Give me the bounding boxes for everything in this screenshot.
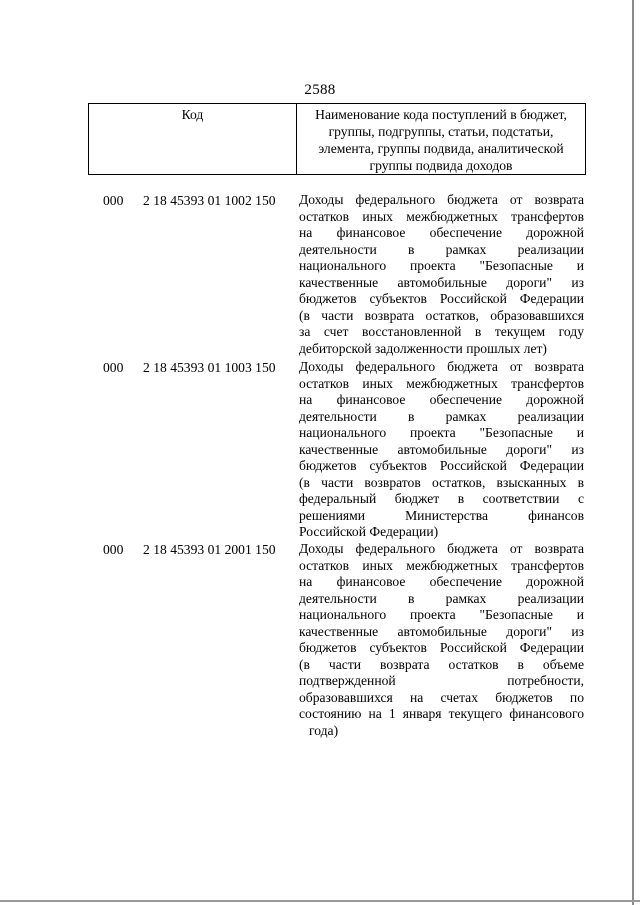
description-line: бюджетов субъектов Российской Федерации bbox=[299, 640, 584, 655]
description-line: Российской Федерации) bbox=[299, 524, 439, 539]
description-line: национального проекта "Безопасные и bbox=[299, 258, 584, 273]
header-name-cell bbox=[297, 104, 586, 175]
description-line: остатков иных межбюджетных трансфертов bbox=[299, 375, 584, 391]
description-line: деятельности в рамках реализации bbox=[299, 408, 584, 424]
description-line: (в части возврата остатков в объеме bbox=[299, 656, 584, 672]
admin-code: 000 bbox=[103, 542, 124, 557]
income-code: 2 18 45393 01 2001 150 bbox=[143, 542, 276, 557]
description-line: национального проекта "Безопасные и bbox=[299, 425, 584, 440]
description-line: остатков иных межбюджетных трансфертов bbox=[299, 557, 584, 573]
description-line: бюджетов субъектов Российской Федерации bbox=[299, 291, 584, 306]
header-name-line: Наименование кода поступлений в бюджет, bbox=[315, 107, 567, 122]
description-line: качественные автомобильные дороги" из bbox=[299, 623, 584, 639]
description-line: года) bbox=[309, 722, 339, 738]
description-line: подтвержденной потребности, bbox=[299, 673, 584, 688]
description-line: (в части возвратов остатков, взысканных в bbox=[299, 474, 584, 490]
description-line: деятельности в рамках реализации bbox=[299, 590, 584, 606]
income-description bbox=[299, 192, 584, 357]
income-code: 2 18 45393 01 1002 150 bbox=[143, 193, 276, 208]
description-line: остатков иных межбюджетных трансфертов bbox=[299, 208, 584, 224]
description-line: качественные автомобильные дороги" из bbox=[299, 441, 584, 457]
income-description bbox=[299, 359, 584, 541]
page-number: 2588 bbox=[304, 82, 336, 98]
description-line: (в части возврата остатков, образовавшихся bbox=[299, 307, 584, 323]
description-line: на финансовое обеспечение дорожной bbox=[299, 392, 584, 407]
income-code: 2 18 45393 01 1003 150 bbox=[143, 360, 276, 375]
header-table bbox=[88, 103, 586, 175]
admin-code: 000 bbox=[103, 193, 124, 208]
description-line: Доходы федерального бюджета от возврата bbox=[299, 541, 584, 556]
description-line: качественные автомобильные дороги" из bbox=[299, 274, 584, 290]
header-name-line: группы подвида доходов bbox=[369, 158, 513, 173]
scan-edge-right bbox=[632, 0, 634, 905]
header-code-cell bbox=[89, 104, 297, 175]
header-name-line: элемента, группы подвида, аналитической bbox=[318, 141, 564, 156]
description-line: бюджетов субъектов Российской Федерации bbox=[299, 458, 584, 473]
header-name-line: группы, подгруппы, статьи, подстатьи, bbox=[328, 124, 554, 139]
description-line: решениями Министерства финансов bbox=[299, 507, 584, 523]
description-line: федеральный бюджет в соответствии с bbox=[299, 491, 584, 506]
description-line: образовавшихся на счетах бюджетов по bbox=[299, 689, 584, 705]
description-line: Доходы федерального бюджета от возврата bbox=[299, 192, 584, 207]
income-description bbox=[299, 541, 584, 739]
description-line: на финансовое обеспечение дорожной bbox=[299, 225, 584, 240]
scan-edge-bottom bbox=[0, 900, 640, 902]
admin-code: 000 bbox=[103, 360, 124, 375]
description-line: национального проекта "Безопасные и bbox=[299, 607, 584, 622]
description-line: деятельности в рамках реализации bbox=[299, 241, 584, 257]
description-line: на финансовое обеспечение дорожной bbox=[299, 574, 584, 589]
description-line: состоянию на 1 января текущего финансового bbox=[299, 706, 584, 721]
description-line: Доходы федерального бюджета от возврата bbox=[299, 359, 584, 374]
description-line: дебиторской задолженности прошлых лет) bbox=[299, 340, 547, 356]
description-line: за счет восстановленной в текущем году bbox=[299, 324, 584, 339]
header-code-label: Код bbox=[181, 107, 204, 122]
